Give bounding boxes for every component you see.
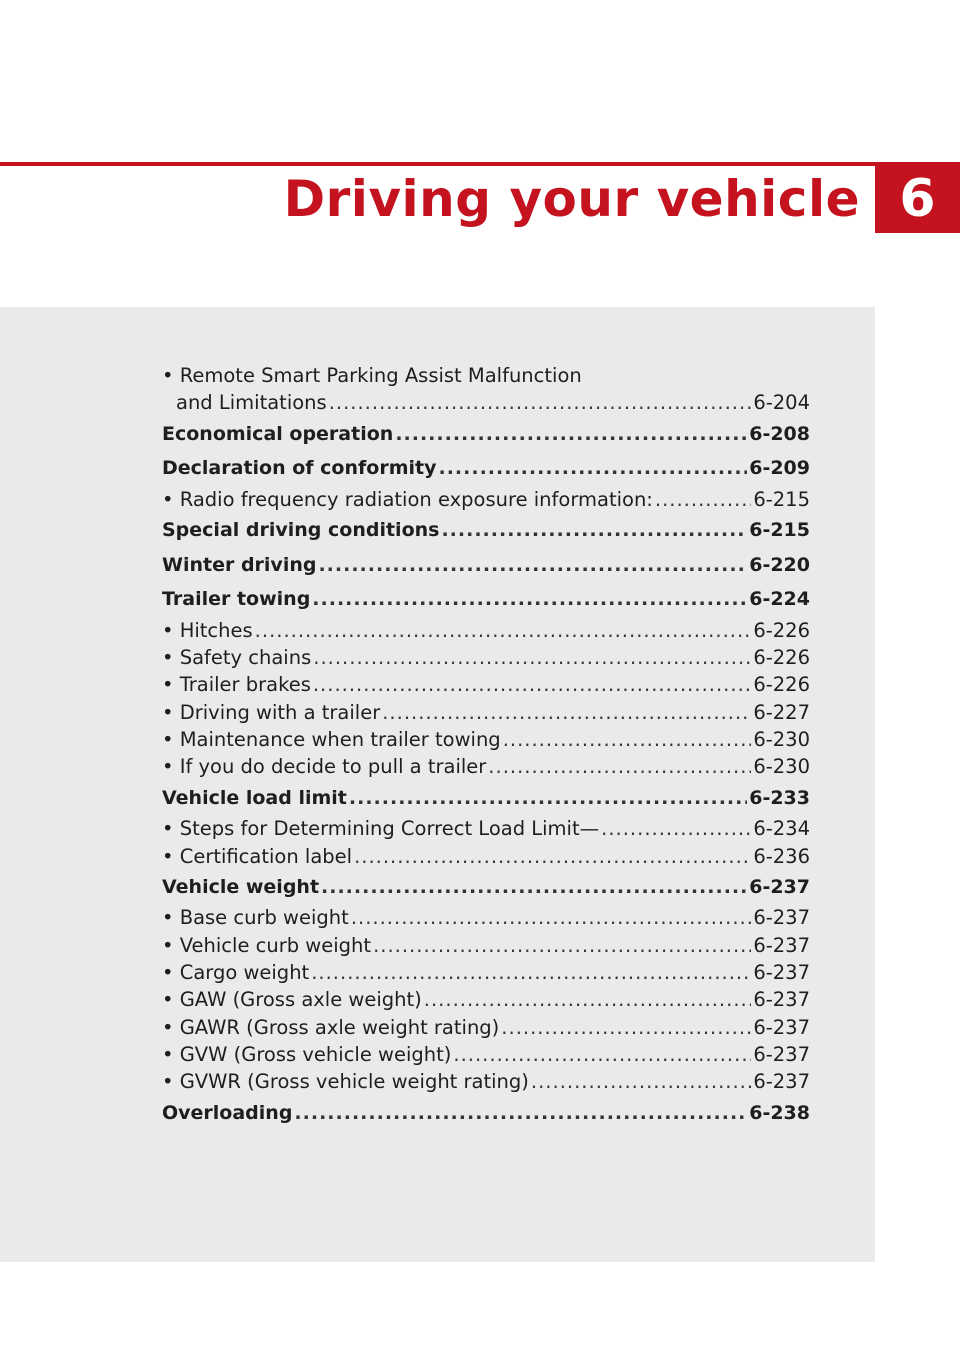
toc-entry[interactable] <box>162 904 810 931</box>
toc-entry[interactable] <box>162 986 810 1013</box>
toc-entry-page: 6-227 <box>753 700 810 724</box>
toc-entry-label: • Cargo weight <box>162 961 310 985</box>
toc-leader-dots <box>313 644 751 671</box>
toc-leader-dots <box>503 726 752 753</box>
toc-entry-label: and Limitations <box>176 391 327 415</box>
toc-entry-label: Overloading <box>162 1101 293 1124</box>
toc-entry-page: 6-215 <box>753 487 810 511</box>
toc-section-entry[interactable] <box>162 417 810 452</box>
toc-entry-label: Vehicle load limit <box>162 786 347 809</box>
toc-entry-page: 6-208 <box>749 422 810 445</box>
toc-entry[interactable] <box>162 486 810 513</box>
toc-entry-label: • Safety chains <box>162 646 312 670</box>
toc-entry-page: 6-237 <box>753 988 810 1012</box>
toc-entry[interactable] <box>162 932 810 959</box>
toc-entry[interactable] <box>162 753 810 780</box>
toc-entry[interactable] <box>162 726 810 753</box>
toc-entry[interactable] <box>162 1014 810 1041</box>
toc-leader-dots <box>395 417 747 452</box>
toc-leader-dots <box>351 904 752 931</box>
toc-section-entry[interactable] <box>162 1096 810 1131</box>
toc-leader-dots <box>294 1096 747 1131</box>
toc-section-entry[interactable] <box>162 451 810 486</box>
toc-leader-dots <box>313 671 751 698</box>
toc-entry-label: • Maintenance when trailer towing <box>162 728 501 752</box>
toc-entry-page: 6-204 <box>753 391 810 415</box>
toc-leader-dots <box>311 959 751 986</box>
toc-entry-page: 6-237 <box>753 1070 810 1094</box>
toc-entry-page: 6-237 <box>753 1015 810 1039</box>
toc-leader-dots <box>501 1014 751 1041</box>
toc-leader-dots <box>488 753 751 780</box>
chapter-number-tab: 6 <box>875 166 960 233</box>
toc-entry-page: 6-237 <box>753 961 810 985</box>
toc-leader-dots <box>531 1068 751 1095</box>
toc-leader-dots <box>255 617 752 644</box>
toc-entry-label: • Vehicle curb weight <box>162 933 372 957</box>
toc-leader-dots <box>354 843 751 870</box>
toc-entry[interactable] <box>162 389 810 416</box>
toc-entry[interactable] <box>162 843 810 870</box>
toc-entry[interactable] <box>162 699 810 726</box>
toc-entry-label: Vehicle weight <box>162 875 320 898</box>
toc-leader-dots <box>329 389 752 416</box>
toc-section-entry[interactable] <box>162 513 810 548</box>
toc-entry-label: Declaration of conformity <box>162 457 437 480</box>
toc-entry[interactable] <box>162 644 810 671</box>
toc-leader-dots <box>321 870 747 905</box>
toc-leader-dots <box>441 513 747 548</box>
toc-entry-page: 6-209 <box>749 457 810 480</box>
toc-entry-page: 6-237 <box>749 875 810 898</box>
toc-leader-dots <box>424 986 752 1013</box>
toc-entry-label: • Steps for Determining Correct Load Limit— <box>162 817 600 841</box>
toc-entry-label: Trailer towing <box>162 588 311 611</box>
toc-entry[interactable] <box>162 671 810 698</box>
toc-entry-label: Winter driving <box>162 553 317 576</box>
toc-entry-page: 6-226 <box>753 673 810 697</box>
toc-entry-page: 6-220 <box>749 553 810 576</box>
toc-entry-page: 6-230 <box>753 728 810 752</box>
toc-entry-label[interactable]: • Remote Smart Parking Assist Malfunction <box>162 364 582 387</box>
toc-entry-page: 6-226 <box>753 646 810 670</box>
toc-entry[interactable] <box>162 815 810 842</box>
toc-entry-page: 6-215 <box>749 519 810 542</box>
toc-section-entry[interactable] <box>162 548 810 583</box>
toc-entry-page: 6-236 <box>753 844 810 868</box>
toc-entry[interactable] <box>162 959 810 986</box>
toc-entry-label: • Hitches <box>162 618 253 642</box>
toc-leader-dots <box>601 815 751 842</box>
toc-entry-page: 6-237 <box>753 933 810 957</box>
toc-leader-dots <box>349 781 747 816</box>
toc-entry-label: • If you do decide to pull a trailer <box>162 755 487 779</box>
toc-entry-page: 6-237 <box>753 1042 810 1066</box>
toc-entry[interactable] <box>162 1041 810 1068</box>
toc-entry-label: • GAW (Gross axle weight) <box>162 988 422 1012</box>
toc-entry-page: 6-230 <box>753 755 810 779</box>
toc-leader-dots <box>312 582 747 617</box>
toc-entry-label: • GVW (Gross vehicle weight) <box>162 1042 452 1066</box>
toc-leader-dots <box>373 932 751 959</box>
toc-entry-label: Special driving conditions <box>162 519 440 542</box>
toc-entry-label: Economical operation <box>162 422 394 445</box>
toc-entry-label: • Certification label <box>162 844 353 868</box>
chapter-title: Driving your vehicle <box>283 170 860 228</box>
toc-entry-label: • Radio frequency radiation exposure information: <box>162 487 653 511</box>
toc-leader-dots <box>453 1041 751 1068</box>
toc-section-entry[interactable] <box>162 582 810 617</box>
table-of-contents-panel <box>0 307 875 1262</box>
toc-leader-dots <box>382 699 751 726</box>
toc-leader-dots <box>318 548 747 583</box>
toc-section-entry[interactable] <box>162 870 810 905</box>
toc-list <box>162 362 810 1130</box>
toc-entry-page: 6-238 <box>749 1101 810 1124</box>
toc-leader-dots <box>655 486 751 513</box>
toc-entry-label: • Base curb weight <box>162 906 349 930</box>
toc-entry-page: 6-234 <box>753 817 810 841</box>
toc-entry-label: • Trailer brakes <box>162 673 311 697</box>
toc-entry-label: • GAWR (Gross axle weight rating) <box>162 1015 500 1039</box>
toc-entry-label: • Driving with a trailer <box>162 700 381 724</box>
toc-entry[interactable] <box>162 617 810 644</box>
toc-entry-page: 6-237 <box>753 906 810 930</box>
toc-leader-dots <box>438 451 747 486</box>
toc-section-entry[interactable] <box>162 781 810 816</box>
toc-entry-page: 6-224 <box>749 588 810 611</box>
toc-entry-label: • GVWR (Gross vehicle weight rating) <box>162 1070 529 1094</box>
toc-entry-page: 6-233 <box>749 786 810 809</box>
toc-entry-page: 6-226 <box>753 618 810 642</box>
toc-entry[interactable] <box>162 1068 810 1095</box>
